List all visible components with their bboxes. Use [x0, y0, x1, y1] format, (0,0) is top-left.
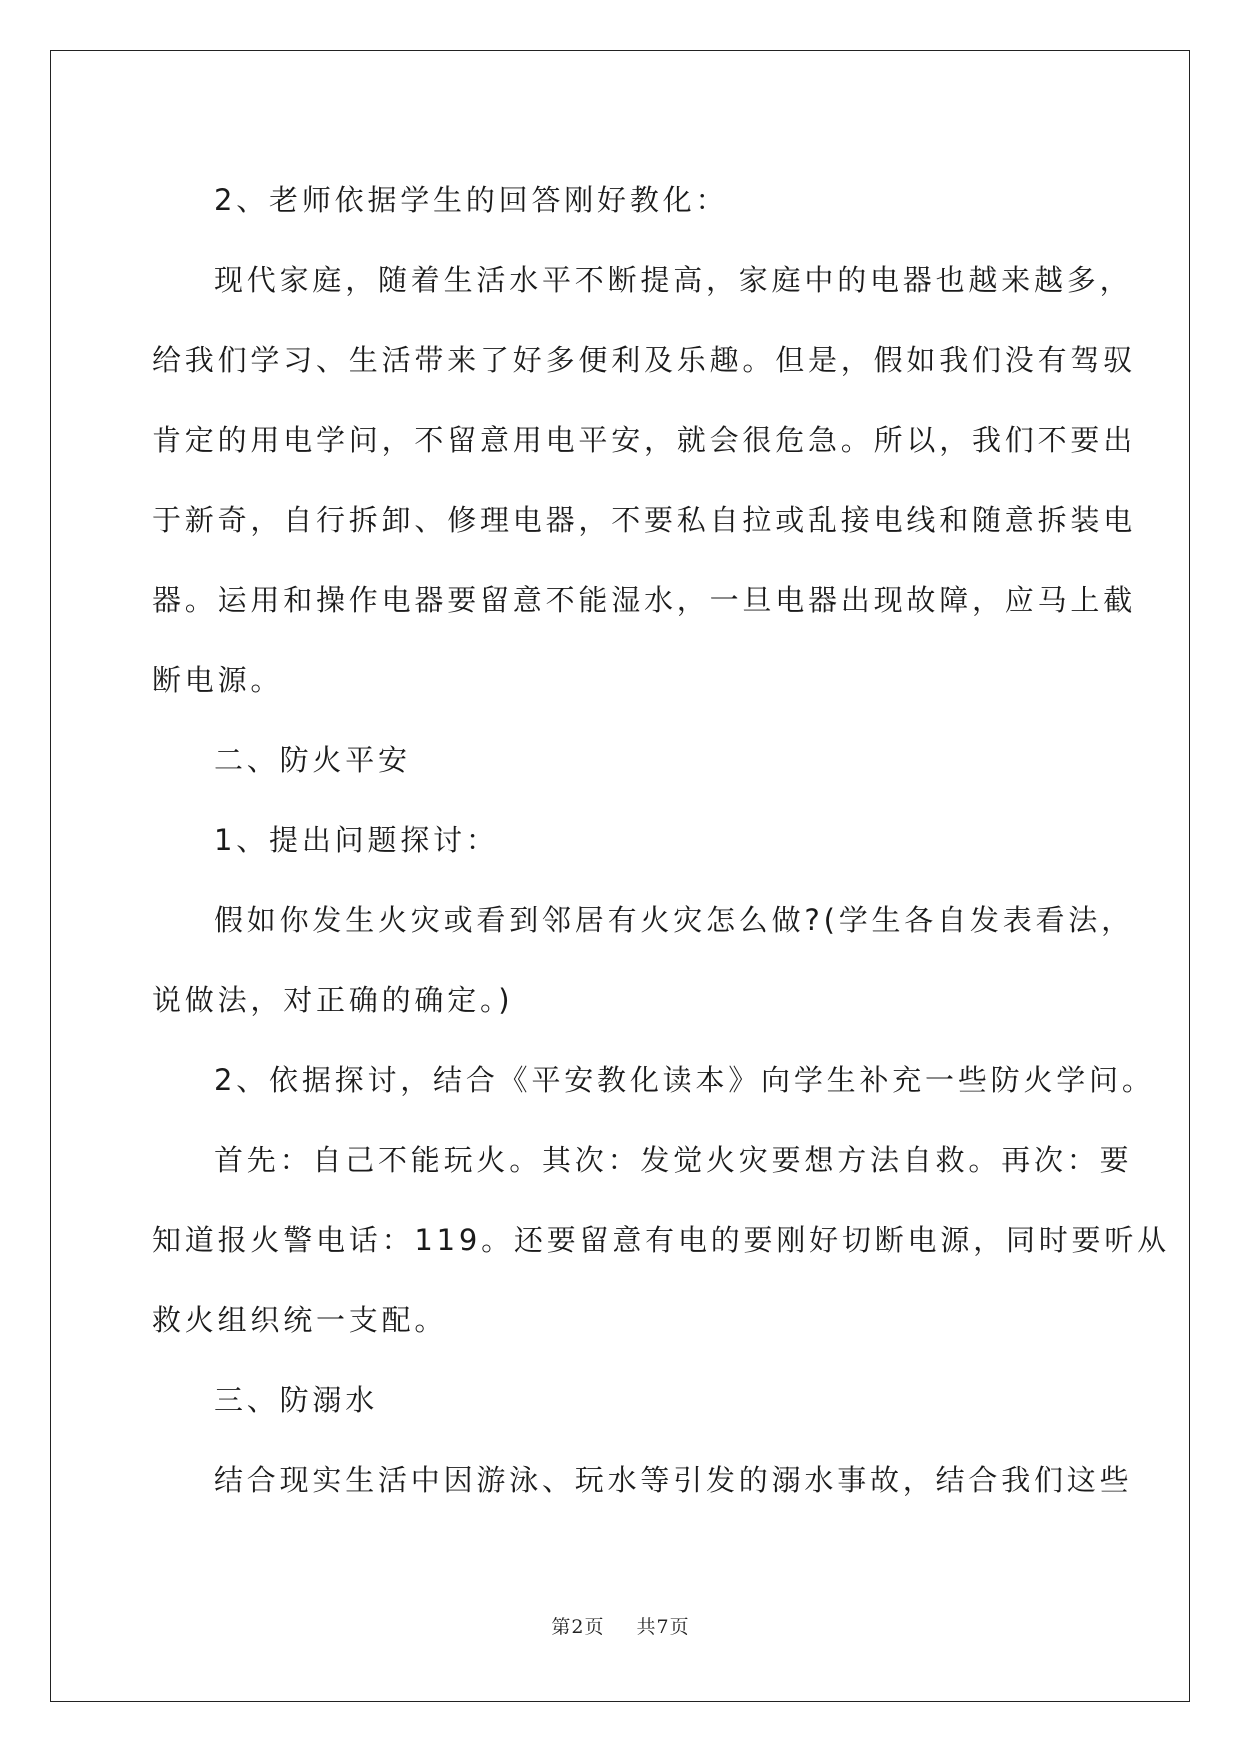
text-line: 于新奇，自行拆卸、修理电器，不要私自拉或乱接电线和随意拆装电: [152, 503, 1137, 537]
text-line: 1、提出问题探讨：: [214, 823, 499, 857]
text-line: 知道报火警电话：119。还要留意有电的要刚好切断电源，同时要听从: [152, 1223, 1170, 1257]
text-line: 说做法，对正确的确定。): [152, 983, 514, 1017]
paragraph-electrical-safety: [152, 240, 1137, 720]
text-line: 断电源。: [152, 663, 284, 697]
text-line: 二、防火平安: [214, 743, 411, 777]
current-page-number: 第2页: [551, 1616, 605, 1638]
text-line: 给我们学习、生活带来了好多便利及乐趣。但是，假如我们没有驾驭: [152, 343, 1137, 377]
paragraph-discussion-question: [152, 800, 1092, 880]
text-line: 救火组织统一支配。: [152, 1303, 448, 1337]
text-line: 2、老师依据学生的回答刚好教化：: [214, 183, 729, 217]
paragraph-fire-knowledge: [152, 1040, 1155, 1120]
text-line: 2、依据探讨，结合《平安教化读本》向学生补充一些防火学问。: [214, 1063, 1155, 1097]
section-heading-drowning: [152, 1360, 1092, 1440]
paragraph-teacher-education: [152, 160, 1092, 240]
document-body: [152, 160, 1170, 1520]
page-footer: [0, 1612, 1241, 1639]
text-line: 首先：自己不能玩火。其次：发觉火灾要想方法自救。再次：要: [214, 1143, 1133, 1177]
text-line: 假如你发生火灾或看到邻居有火灾怎么做?(学生各自发表看法，: [214, 903, 1134, 937]
section-heading-fire-safety: [152, 720, 1092, 800]
paragraph-fire-scenario: [152, 880, 1134, 1040]
paragraph-drowning-intro: [152, 1440, 1133, 1520]
text-line: 肯定的用电学问，不留意用电平安，就会很危急。所以，我们不要出: [152, 423, 1137, 457]
text-line: 现代家庭，随着生活水平不断提高，家庭中的电器也越来越多，: [214, 263, 1133, 297]
total-pages: 共7页: [636, 1616, 690, 1638]
text-line: 器。运用和操作电器要留意不能湿水，一旦电器出现故障，应马上截: [152, 583, 1137, 617]
text-line: 三、防溺水: [214, 1383, 379, 1417]
text-line: 结合现实生活中因游泳、玩水等引发的溺水事故，结合我们这些: [214, 1463, 1133, 1497]
paragraph-fire-steps: [152, 1120, 1170, 1360]
